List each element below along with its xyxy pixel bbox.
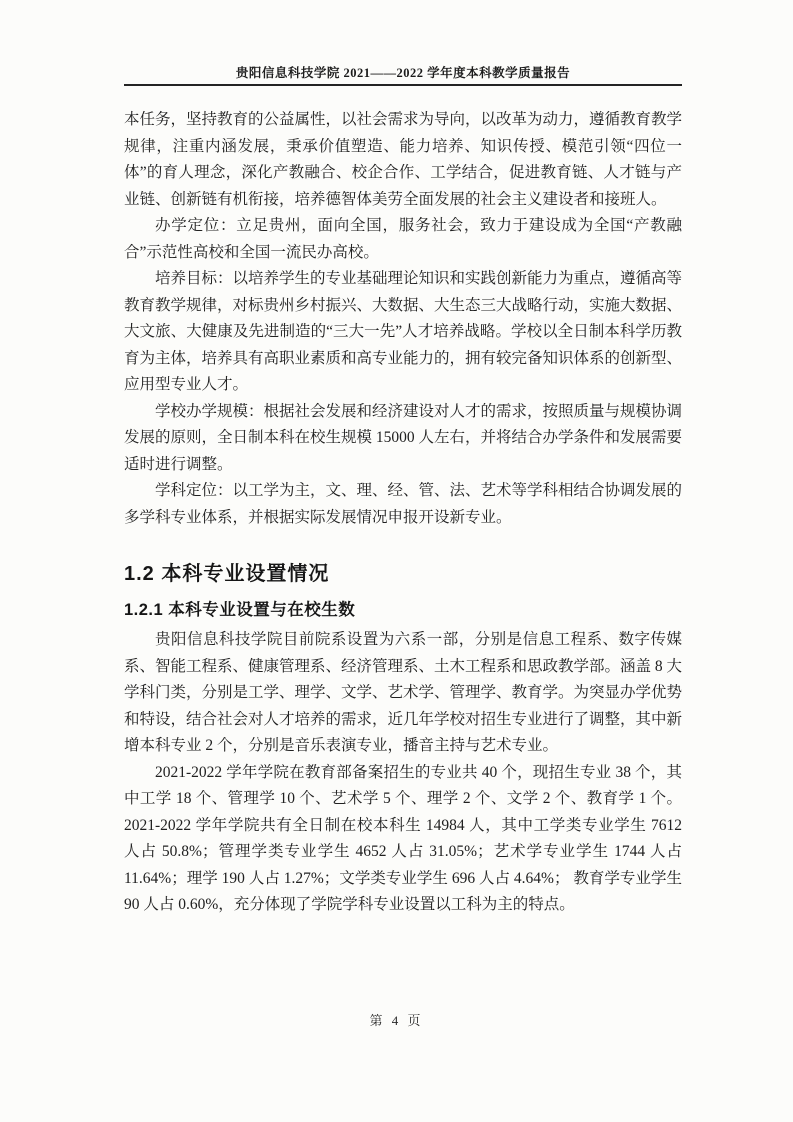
paragraph-mission-continuation: 本任务，坚持教育的公益属性，以社会需求为导向，以改革为动力，遵循教育教学规律，注重内涵发展，秉承价值塑造、能力培养、知识传授、模范引领“四位一体”的育人理念，深化产教融合、校企合作、工学结合，促进教育链、人才链与产业链、创新链有机衔接，培养德智体美劳全面发展的社会主义建设者和接班人。 [124, 111, 683, 208]
section-heading-1-2: 1.2 本科专业设置情况 [124, 563, 330, 585]
subsection-heading-1-2-1: 1.2.1 本科专业设置与在校生数 [124, 601, 356, 619]
page-number: 第 4 页 [369, 1013, 424, 1028]
header-rule [124, 84, 682, 86]
paragraph-discipline-positioning: 学科定位：以工学为主，文、理、经、管、法、艺术等学科相结合协调发展的多学科专业体系，并根据实际发展情况申报开设新专业。 [124, 482, 683, 526]
page-header-title: 贵阳信息科技学院 2021——2022 学年度本科教学质量报告 [235, 66, 571, 80]
paragraph-school-scale: 学校办学规模：根据社会发展和经济建设对人才的需求，按照质量与规模协调发展的原则，全日制本科在校生规模 15000 人左右，并将结合办学条件和发展需要适时进行调整。 [124, 402, 683, 473]
paragraph-school-positioning: 办学定位：立足贵州，面向全国，服务社会，致力于建设成为全国“产教融合”示范性高校和全国一流民办高校。 [124, 217, 682, 261]
paragraph-departments-overview: 贵阳信息科技学院目前院系设置为六系一部，分别是信息工程系、数字传媒系、智能工程系、健康管理系、经济管理系、土木工程系和思政教学部。涵盖 8 大学科门类，分别是工学、理学、文学、艺术学、管理学、教育学。为突显办学优势和特设，结合社会对人才培养的需求，近几年学校对招生专业进行了调整，其中新增本科专业 2 个，分别是音乐表演专业，播音主持与艺术专业。 [124, 631, 683, 754]
paragraph-training-goal: 培养目标：以培养学生的专业基础理论知识和实践创新能力为重点，遵循高等教育教学规律，对标贵州乡村振兴、大数据、大生态三大战略行动，实施大数据、大文旅、大健康及先进制造的“三大一先”人才培养战略。学校以全日制本科学历教育为主体，培养具有高职业素质和高专业能力的，拥有较完备知识体系的创新型、应用型专业人才。 [124, 270, 683, 393]
document-body [124, 107, 682, 919]
page-footer [0, 1010, 793, 1029]
paragraph-enrollment-statistics: 2021-2022 学年学院在教育部备案招生的专业共 40 个，现招生专业 38 个，其中工学 18 个、管理学 10 个、艺术学 5 个、理学 2 个、文学 2 个、教育学 1 个。2021-2022 学年学院共有全日制在校本科生 14984 人，其中工学类专业学生 7612 人占 50.8%；管理学类专业学生 4652 人占 31.05%；艺术学专业学生 1744 人占 11.64%；理学 190 人占 1.27%；文学类专业学生 696 人占 4.64%； 教育学专业学生 90 人占 0.60%，充分体现了学院学科专业设置以工科为主的特点。 [124, 763, 682, 913]
